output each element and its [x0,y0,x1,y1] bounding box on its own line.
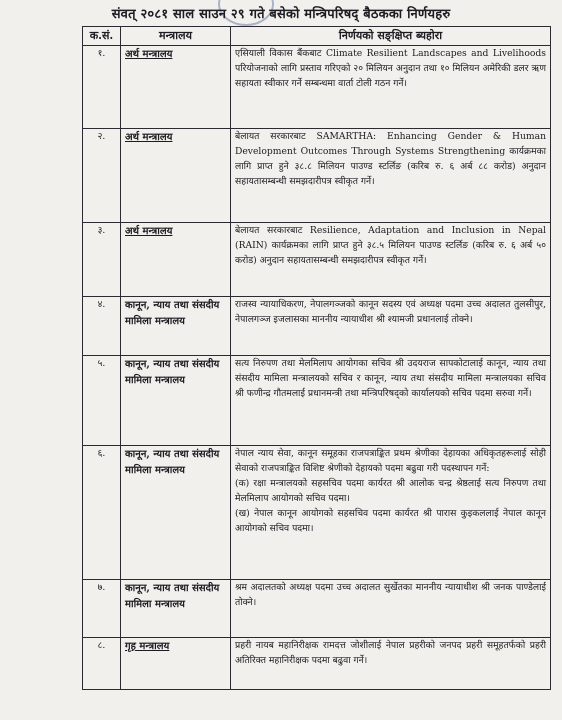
row-serial: २. [83,129,121,223]
row-serial: ४. [83,297,121,356]
row-decision: सत्य निरुपण तथा मेलमिलाप आयोगका सचिव श्री उदयराज सापकोटालाई कानून, न्याय तथा संसदीय मामिला मन्त्रालयको सचिव र कानून, न्याय तथा संसदीय मामिला मन्त्रालयका सचिव श्री फणीन्द्र गौतमलाई प्रधानमन्त्री तथा मन्त्रिपरिषद्को कार्यालयको सचिव पदमा सरुवा गर्ने। [231,356,551,446]
decision-sub-item: (क) रक्षा मन्त्रालयको सहसचिव पदमा कार्यरत श्री आलोक चन्द्र श्रेष्ठलाई सत्य निरुपण तथा मेलमिलाप आयोगको सचिव पदमा। [235,477,546,504]
header-decision: निर्णयको सङ्क्षिप्त ब्यहोरा [231,27,551,46]
table-row [83,580,551,638]
row-decision: श्रम अदालतको अध्यक्ष पदमा उच्च अदालत सुर्खेतका माननीय न्यायाधीश श्री जनक पाण्डेलाई तोक्ने। [231,580,551,638]
row-decision: प्रहरी नायब महानिरीक्षक रामदत्त जोशीलाई नेपाल प्रहरीको जनपद प्रहरी समूहतर्फको प्रहरी अतिरिक्त महानिरीक्षक पदमा बढुवा गर्ने। [231,638,551,690]
row-ministry: कानून, न्याय तथा संसदीय मामिला मन्त्रालय [121,297,231,356]
row-decision [231,446,551,580]
row-serial: ६. [83,446,121,580]
header-serial: क.सं. [83,27,121,46]
row-ministry: गृह मन्त्रालय [121,638,231,690]
row-decision: बेलायत सरकारबाट Resilience, Adaptation and Inclusion in Nepal (RAIN) कार्यक्रमका लागि प्राप्त हुने ३८.५ मिलियन पाउण्ड स्टर्लिङ (करिब रु. ६ अर्ब ५० करोड) अनुदान सहायतासम्बन्धी समझदारीपत्र स्वीकृत गर्ने। [231,223,551,297]
row-ministry: कानून, न्याय तथा संसदीय मामिला मन्त्रालय [121,580,231,638]
table-row [83,129,551,223]
row-decision: एसियाली विकास बैंकबाट Climate Resilient Landscapes and Livelihoods परियोजनाको लागि प्रस्ताव गरिएको २० मिलियन अनुदान तथा १० मिलियन अमेरिकी डलर ऋण सहायता स्वीकार गर्ने सम्बन्धमा वार्ता टोली गठन गर्ने। [231,46,551,129]
row-ministry: अर्थ मन्त्रालय [121,46,231,129]
row-serial: ८. [83,638,121,690]
decision-intro: नेपाल न्याय सेवा, कानून समूहका राजपत्राङ्कित प्रथम श्रेणीका देहायका अधिकृतहरूलाई सोही सेवाको राजपत्राङ्कित विशिष्ट श्रेणीको देहायको पदमा बढुवा गरी पदस्थापन गर्ने: [235,448,546,474]
row-ministry: कानून, न्याय तथा संसदीय मामिला मन्त्रालय [121,356,231,446]
decision-sub-item: (ख) नेपाल कानून आयोगको सहसचिव पदमा कार्यरत श्री पारास कुइकललाई नेपाल कानून आयोगको सचिव पदमा। [235,507,546,534]
table-header-row [83,27,551,46]
row-ministry: कानून, न्याय तथा संसदीय मामिला मन्त्रालय [121,446,231,580]
table-row [83,46,551,129]
table-row [83,638,551,690]
row-decision: बेलायत सरकारबाट SAMARTHA: Enhancing Gender & Human Development Outcomes Through Systems Strengthening कार्यक्रमका लागि प्राप्त हुने ३८.८ मिलियन पाउण्ड स्टर्लिङ (करिब रु. ६ अर्ब ८८ करोड) अनुदान सहायतासम्बन्धी समझदारीपत्र स्वीकृत गर्ने। [231,129,551,223]
table-row [83,223,551,297]
table-row [83,297,551,356]
header-ministry: मन्त्रालय [121,27,231,46]
page-title: संवत् २०८१ साल साउन २९ गते बसेको मन्त्रिपरिषद् बैठकका निर्णयहरु [111,7,451,22]
table-row [83,446,551,580]
table-row [83,356,551,446]
row-ministry: अर्थ मन्त्रालय [121,129,231,223]
row-serial: ५. [83,356,121,446]
row-serial: १. [83,46,121,129]
row-ministry: अर्थ मन्त्रालय [121,223,231,297]
row-decision: राजस्व न्यायाधिकरण, नेपालगञ्जको कानून सदस्य एवं अध्यक्ष पदमा उच्च अदालत तुलसीपुर, नेपालगञ्ज इजलासका माननीय न्यायाधीश श्री श्यामजी प्रधानलाई तोक्ने। [231,297,551,356]
row-serial: ७. [83,580,121,638]
row-serial: ३. [83,223,121,297]
decisions-table [82,26,551,690]
